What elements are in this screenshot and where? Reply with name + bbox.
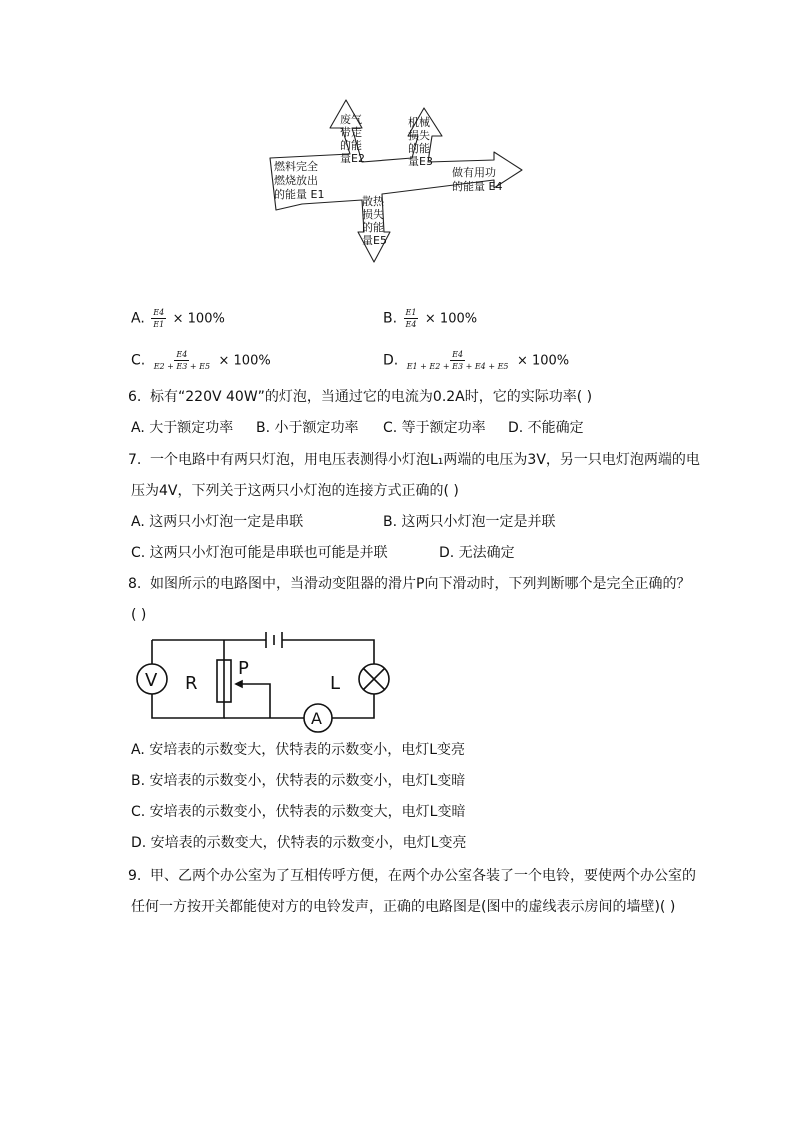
e3-label-line2: 损失 xyxy=(408,129,430,142)
q5-option-b-fraction: $\frac{E1}{E4}$ xyxy=(405,308,417,329)
q9-number: 9. xyxy=(128,868,142,884)
battery-icon xyxy=(266,632,282,648)
q5-option-d-fraction: $\frac{E4}{E1 + E2 + E3 + E4 + E5}$ xyxy=(406,350,509,371)
e5-label-line3: 的能 xyxy=(362,221,384,234)
ammeter-label: A xyxy=(311,709,322,728)
energy-flow-diagram xyxy=(258,96,530,268)
q7-stem-line1: 一个电路中有两只灯泡，用电压表测得小灯泡L₁两端的电压为3V，另一只电灯泡两端的电 xyxy=(150,452,700,468)
q7-option-d: D. 无法确定 xyxy=(439,545,515,561)
q5-option-d: D. $\frac{E4}{E1 + E2 + E3 + E4 + E5}$ × 100% xyxy=(383,350,570,371)
q5-option-a-fraction: $\frac{E4}{E1}$ xyxy=(153,308,165,329)
q6-option-a: A. 大于额定功率 xyxy=(131,420,234,436)
resistor-label: R xyxy=(185,673,198,694)
q8-stem-line2: ( ) xyxy=(131,607,147,623)
e2-label-line2: 带走 xyxy=(340,126,362,139)
q5-option-c-fraction: $\frac{E4}{E2 + E3 + E5}$ xyxy=(153,350,211,371)
e4-label-line1: 做有用功 xyxy=(452,166,496,179)
e5-label-line1: 散热 xyxy=(362,195,384,208)
e3-label-line4: 量E3 xyxy=(408,155,433,168)
q7-number: 7. xyxy=(128,452,142,468)
q7-option-a: A. 这两只小灯泡一定是串联 xyxy=(131,514,304,530)
q6-option-d: D. 不能确定 xyxy=(508,420,584,436)
q8-option-c: C. 安培表的示数变小，伏特表的示数变大，电灯L变暗 xyxy=(131,804,466,820)
lamp-label: L xyxy=(330,673,341,694)
e4-label-line2: 的能量 E4 xyxy=(452,180,503,193)
q8-number: 8. xyxy=(128,576,142,592)
circuit-slider-wire xyxy=(236,684,270,718)
voltmeter-label: V xyxy=(145,670,158,691)
e2-label-line4: 量E2 xyxy=(340,152,365,165)
q8-option-b: B. 安培表的示数变小，伏特表的示数变小，电灯L变暗 xyxy=(131,773,466,789)
circuit-wire-top xyxy=(152,640,374,664)
e3-label-line1: 机械 xyxy=(408,116,430,129)
q8-option-d: D. 安培表的示数变大，伏特表的示数变小，电灯L变亮 xyxy=(131,835,467,851)
q7-stem-line2: 压为4V，下列关于这两只小灯泡的连接方式正确的( ) xyxy=(131,483,459,499)
circuit-wire-bottom xyxy=(224,694,374,718)
q8-stem-line1: 如图所示的电路图中，当滑动变阻器的滑片P向下滑动时，下列判断哪个是完全正确的？ xyxy=(150,576,691,592)
q6-number: 6. xyxy=(128,389,142,405)
e1-label-line1: 燃料完全 xyxy=(274,160,318,173)
q8-circuit-diagram xyxy=(128,630,400,738)
e1-label-line2: 燃烧放出 xyxy=(274,174,318,187)
q6-stem: 标有“220V 40W”的灯泡，当通过它的电流为0.2A时，它的实际功率( ) xyxy=(150,389,593,405)
q5-option-c: C. $\frac{E4}{E2 + E3 + E5}$ × 100% xyxy=(131,350,271,371)
q6-option-c: C. 等于额定功率 xyxy=(383,420,486,436)
slider-p-arrow-icon xyxy=(236,681,242,687)
e1-label-line3: 的能量 E1 xyxy=(274,188,325,201)
e2-label-line1: 废气 xyxy=(340,113,362,126)
lamp-cross xyxy=(363,668,385,690)
q7-option-b: B. 这两只小灯泡一定是并联 xyxy=(383,514,556,530)
q5-option-b: B. $\frac{E1}{E4}$ × 100% xyxy=(383,308,478,329)
e5-label-line4: 量E5 xyxy=(362,234,387,247)
q9-stem-line1: 甲、乙两个办公室为了互相传呼方便，在两个办公室各装了一个电铃，要使两个办公室的 xyxy=(150,868,696,884)
q7-option-c: C. 这两只小灯泡可能是串联也可能是并联 xyxy=(131,545,388,561)
q5-option-a: A. $\frac{E4}{E1}$ × 100% xyxy=(131,308,225,329)
q6-option-b: B. 小于额定功率 xyxy=(256,420,359,436)
q8-option-a: A. 安培表的示数变大，伏特表的示数变小，电灯L变亮 xyxy=(131,742,466,758)
e2-label-line3: 的能 xyxy=(340,139,362,152)
e5-label-line2: 损失 xyxy=(362,208,384,221)
e3-label-line3: 的能 xyxy=(408,142,430,155)
q9-stem-line2: 任何一方按开关都能使对方的电铃发声，正确的电路图是(图中的虚线表示房间的墙壁)( ) xyxy=(131,899,676,915)
slider-label: P xyxy=(238,658,249,679)
